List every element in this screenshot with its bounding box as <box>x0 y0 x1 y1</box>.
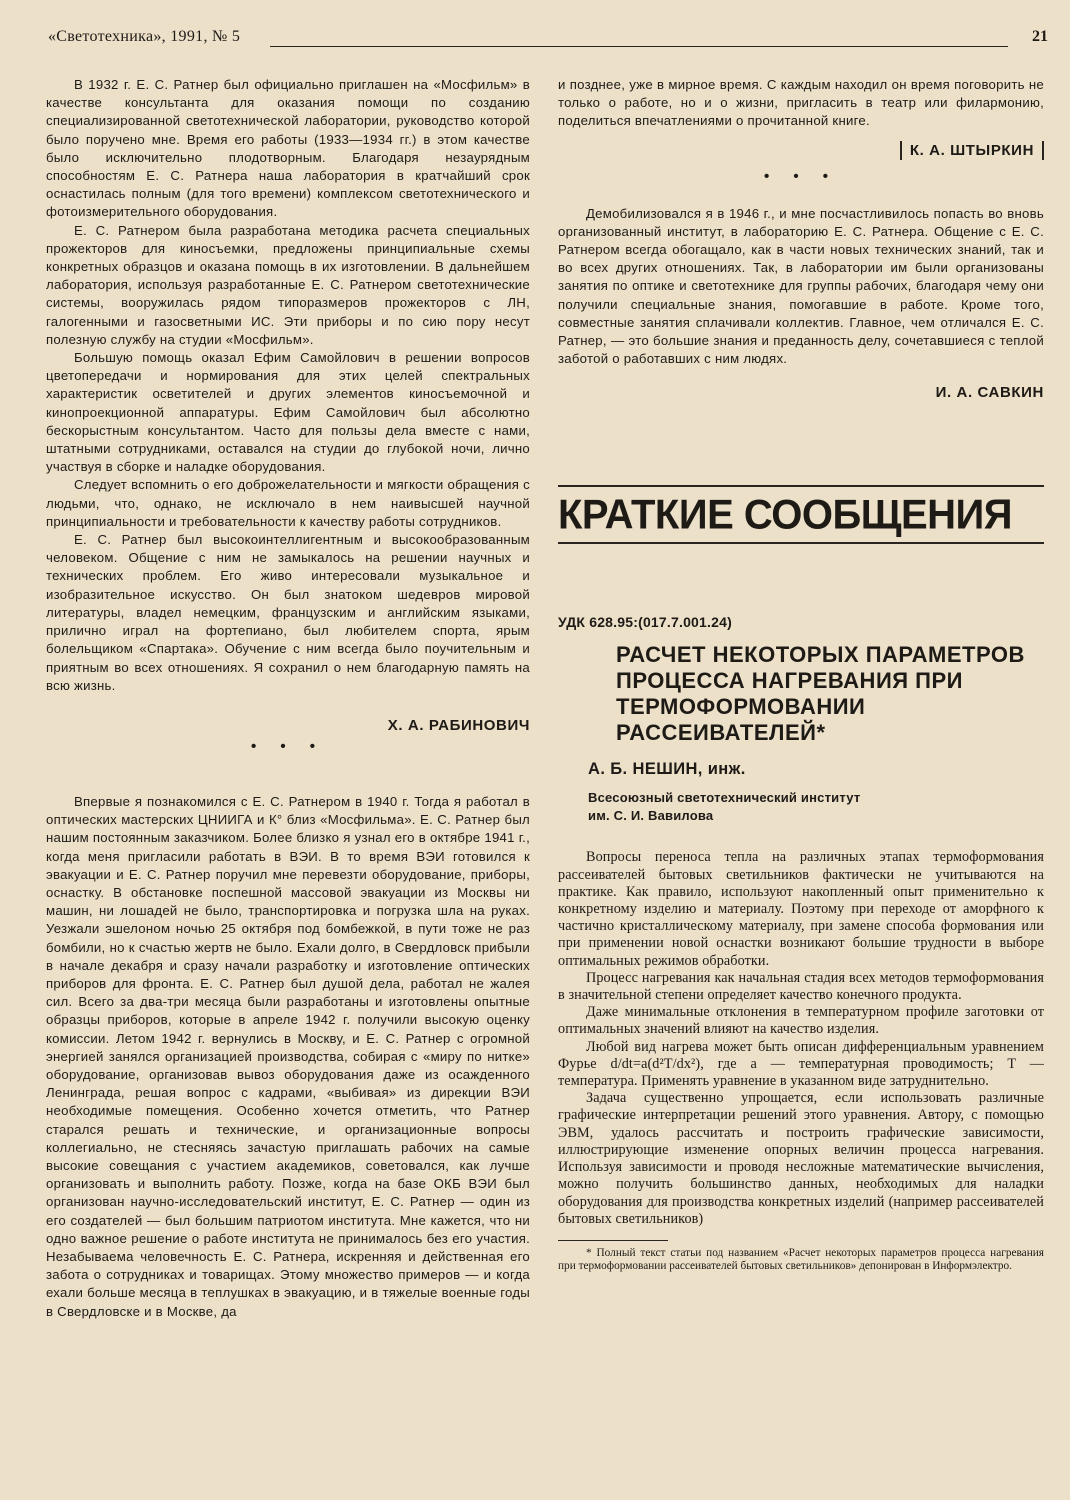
section-top-rule <box>558 485 1044 487</box>
memoir-paragraph: Следует вспомнить о его доброжелательности и мягкости обращения с людьми, что, однако, не исключало в нем наивысшей научной принципиальности и требовательности к качеству работы сотрудников. <box>46 477 530 529</box>
signature-box: К. А. ШТЫРКИН <box>900 141 1044 160</box>
footnote: * Полный текст статьи под названием «Расчет некоторых параметров процесса нагревания при термоформовании рассеивателей бытовых светильников» депонирован в Информэлектро. <box>558 1246 1044 1273</box>
article-author: А. Б. НЕШИН, инж. <box>588 760 746 779</box>
memoir-paragraph: Большую помощь оказал Ефим Самойлович в решении вопросов цветопередачи и нормирования для этих целей спектральных характеристик осветителей и других элементов киносъемочной и кинопроекционной аппаратуры. Ефим Самойлович был абсолютно бескорыстным консультантом. Часто для пользы дела вместе с нами, штатными сотрудниками, оставался на студии до глубокой ночи, лично участвуя в сборке и наладке оборудования. <box>46 350 530 475</box>
memoir-paragraph: Впервые я познакомился с Е. С. Ратнером в 1940 г. Тогда я работал в оптических мастерских ЦНИИГА и К° близ «Мосфильма». Е. С. Ратнер был нашим постоянным заказчиком. Более близко я узнал его в октябре 1941 г., когда меня пригласили работать в ВЭИ. В то время ВЭИ готовился к эвакуации и Е. С. Ратнер поручил мне перевезти оборудование, приборы, оснастку. В обстановке поспешной массовой эвакуации из Москвы ни машин, ни лошадей не было, транспортировка и погрузка шла на руках. Уезжали эшелоном ночью 25 октября под бомбежкой, в пути тоже не раз бомбили, но к счастью жертв не было. Ехали долго, в Свердловск прибыли в начале декабря и сразу начали разработку и изготовление оптических приборов для фронта. Е. С. Ратнер был душой дела, работал не жалея сил. Всего за два-три месяца были разработаны и изготовлены опытные образцы приборов, которые в апреле 1942 г. получили высокую оценку комиссии. Летом 1942 г. вернулись в Москву, и Е. С. Ратнер с огромной энергией занялся организацией производства, собирая с «миру по нитке» оборудование, организовав вывоз оборудования даже из осажденного Ленинграда, решая вопрос с кадрами, «выбивая» из дирекции ВЭИ необходимые помещения. Особенно хочется отметить, что Ратнер старался решать и технические, и организационные вопросы коллегиально, не стесняясь зачастую приглашать рабочих на самые высокие совещания с участием академиков, советовался, как лучше организовать и выполнить работу. Позже, когда на базе ОКБ ВЭИ был организован научно-исследовательский институт, Е. С. Ратнер — один из его создателей — был большим патриотом института. Мне кажется, что ни одно важное решение о работе института не принималось без его участия. Незабываема человечность Е. С. Ратнера, искренняя и действенная его забота о сотрудниках и товарищах. Этому множество примеров — и когда ехали больше месяца в теплушках в эвакуацию, и в тяжелые военные годы в Свердловске и в Москве, да <box>46 793 530 1319</box>
section-separator: • • • <box>763 167 839 185</box>
signature-savkin: И. А. САВКИН <box>935 384 1044 402</box>
article-paragraph: Процесс нагревания как начальная стадия всех методов термоформования в значительной степени определяет качество конечного продукта. <box>558 969 1044 1004</box>
footnote-rule <box>558 1240 668 1241</box>
memoir-paragraph: В 1932 г. Е. С. Ратнер был официально приглашен на «Мосфильм» в качестве консультанта для оказания помощи по созданию специализированной светотехнической лаборатории, руководство которой было поручено мне. Время его работы (1933—1934 гг.) в этом качестве было исключительно плодотворным. Благодаря незаурядным способностям Е. С. Ратнера наша лаборатория в кратчайший срок оснастилась полным (для того времени) комплексом светотехнического и фотоизмерительного оборудования. <box>46 77 530 220</box>
signature-rabinovich: Х. А. РАБИНОВИЧ <box>387 716 530 734</box>
signature-shtyrkin <box>558 141 1044 160</box>
memoir-paragraph: и позднее, уже в мирное время. С каждым находил он время поговорить не только о работе, но и о жизни, пригласить в театр или филармонию, поделиться впечатлениями о прочитанной книге. <box>558 77 1044 129</box>
article-title: РАСЧЕТ НЕКОТОРЫХ ПАРАМЕТРОВ ПРОЦЕССА НАГРЕВАНИЯ ПРИ ТЕРМОФОРМОВАНИИ РАССЕИВАТЕЛЕЙ* <box>616 642 1025 746</box>
section-title: КРАТКИЕ СООБЩЕНИЯ <box>558 492 1013 539</box>
article-paragraph: Даже минимальные отклонения в температурном профиле заготовки от оптимальных значений влияют на качество изделия. <box>558 1004 1044 1038</box>
page-number: 21 <box>1032 28 1048 45</box>
header-rule <box>270 46 1008 47</box>
affiliation-line-1: Всесоюзный светотехнический институт <box>588 790 861 806</box>
section-bottom-rule <box>558 542 1044 544</box>
affiliation-line-2: им. С. И. Вавилова <box>588 808 714 824</box>
article-paragraph: Вопросы переноса тепла на различных этапах термоформования рассеивателей бытовых светильников фактически не учитываются на практике. Как правило, используют накопленный опыт применительно к конкретному изделию и материалу. Поэтому при переходе от аморфного к частично кристаллическому материалу, при замене способа формования или при применении новой оснастки возникают большие трудности в выборе оптимальных режимов обработки. <box>558 849 1044 969</box>
article-body <box>558 849 1044 1227</box>
udc-code: УДК 628.95:(017.7.001.24) <box>558 614 732 631</box>
memoir-paragraph: Е. С. Ратнер был высокоинтеллигентным и высокообразованным человеком. Общение с ним не замыкалось на решении научных и технических проблем. Его живо интересовали музыкальное и изобразительное искусство. Он был знатоком шедевров мировой литературы, владел немецким, французским и английским языками, прилично играл на фортепиано, был любителем спорта, ярым болельщиком «Спартака». Обучение с ним всегда было поучительным и приятным во всех отношениях. Я сохранил о нем благодарную память на всю жизнь. <box>46 532 530 693</box>
right-column <box>558 76 1044 1274</box>
article-paragraph: Любой вид нагрева может быть описан дифференциальным уравнением Фурье d/dt=a(d²T/dx²), где a — температурная проводимость; T — температура. Применять уравнение в указанном виде затруднительно. <box>558 1038 1044 1090</box>
journal-issue: «Светотехника», 1991, № 5 <box>48 28 241 45</box>
section-separator: • • • <box>250 737 326 755</box>
memoir-paragraph: Демобилизовался я в 1946 г., и мне посчастливилось попасть во вновь организованный институт, в лабораторию Е. С. Ратнера. Общение с Е. С. Ратнером всегда обогащало, как в части новых технических знаний, так и во всех других отношениях. Так, в лаборатории им были организованы занятия по оптике и светотехнике для группы рабочих, благодаря чему они получили специальные знания, помогавшие в работе. Кроме того, совместные занятия сплачивали коллектив. Главное, чем отличался Е. С. Ратнер, — это большие знания и преданность делу, сочетавшиеся с теплой заботой о работавших с ним людях. <box>558 205 1044 367</box>
memoir-paragraph: Е. С. Ратнером была разработана методика расчета специальных прожекторов для киносъемки, предложены принципиальные схемы конкретных образцов и оказана помощь в их изготовлении. В дальнейшем лаборатория, используя разработанные Е. С. Ратнером светотехнические системы, вооружилась рядом типоразмеров прожекторов с ЛН, галогенными и газосветными ИС. Эти приборы и по сию пору несут полезную службу на студии «Мосфильм». <box>46 222 530 347</box>
page-header <box>48 26 1048 52</box>
left-column <box>46 76 530 1321</box>
article-paragraph: Задача существенно упрощается, если использовать различные графические интерпретации решений этого уравнения. Автору, с помощью ЭВМ, удалось рассчитать и построить графические зависимости, иллюстрирующие изменение опорных величин процесса нагревания. Используя зависимости и проводя несложные математические вычисления, можно получить большинство данных, необходимых для наладки оборудования для производства конкретных изделий (например рассеивателей бытовых светильников) <box>558 1090 1044 1227</box>
